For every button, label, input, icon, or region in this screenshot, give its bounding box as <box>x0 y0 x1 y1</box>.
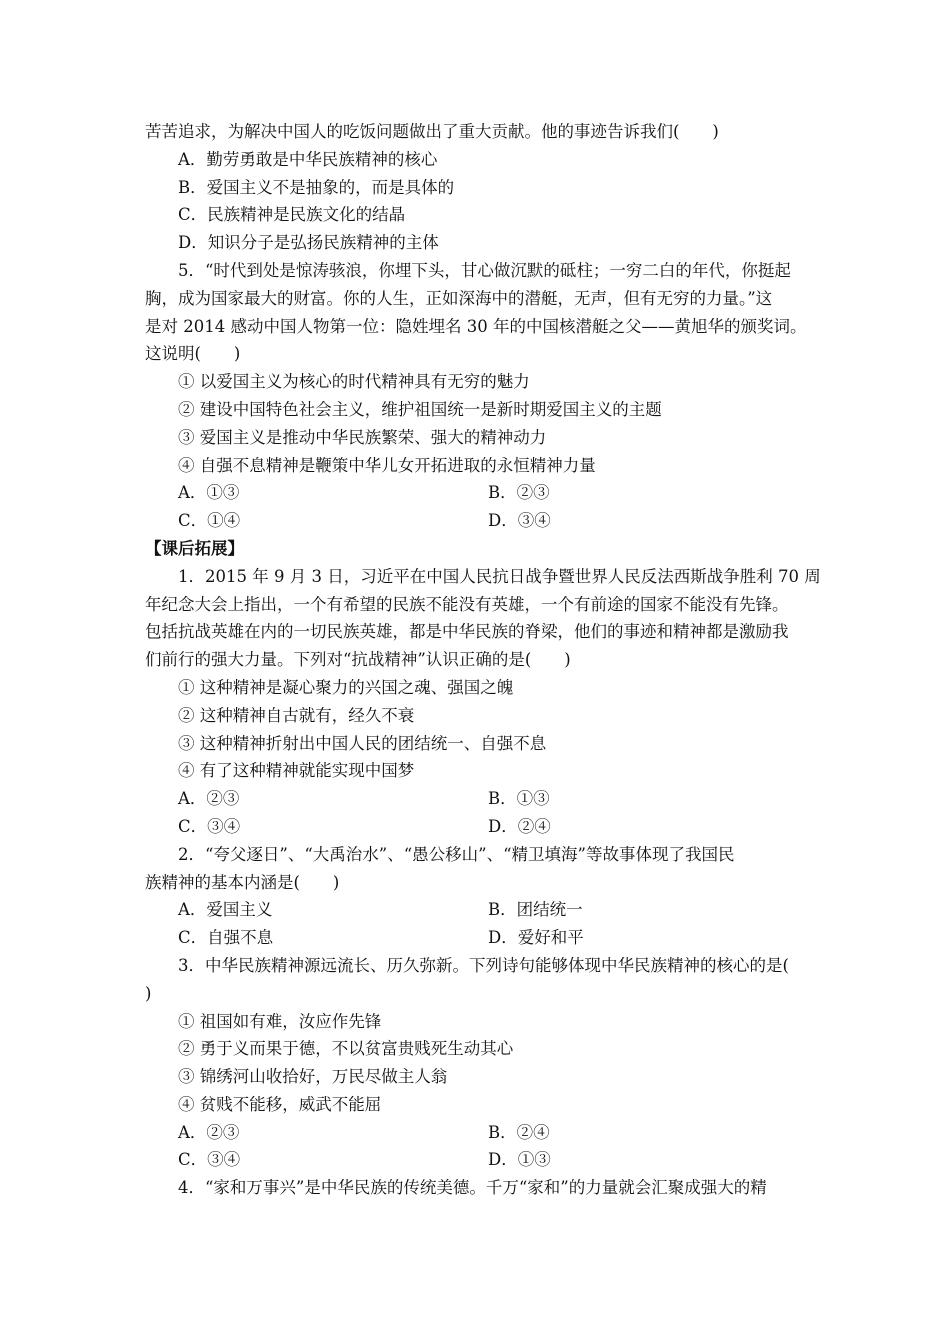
e1-item-2: ② 这种精神自古就有，经久不衰 <box>178 705 415 725</box>
section-heading: 【课后拓展】 <box>145 538 244 558</box>
e3-choice-c: C．③④ <box>178 1150 241 1170</box>
e3-item-1: ① 祖国如有难，汝应作先锋 <box>178 1011 382 1031</box>
e1-choice-b: B．①③ <box>488 789 550 809</box>
q5-choice-c: C．①④ <box>178 511 241 531</box>
q5-item-1: ① 以爱国主义为核心的时代精神具有无穷的魅力 <box>178 372 530 392</box>
e3-choice-a: A．②③ <box>178 1122 240 1142</box>
e1-item-4: ④ 有了这种精神就能实现中国梦 <box>178 761 415 781</box>
e2-choice-d: D．爱好和平 <box>488 928 584 948</box>
q5-choice-b: B．②③ <box>488 483 550 503</box>
e3-stem-line-2: ) <box>145 983 152 1003</box>
e1-stem-line-2: 年纪念大会上指出，一个有希望的民族不能没有英雄，一个有前途的国家不能没有先锋。 <box>145 594 789 614</box>
e2-choice-c: C．自强不息 <box>178 928 274 948</box>
e1-stem-line-1: 1．2015 年 9 月 3 日，习近平在中国人民抗日战争暨世界人民反法西斯战争胜利 70 周 <box>178 566 821 586</box>
q5-stem-line-4: 这说明( ) <box>145 344 241 364</box>
e1-choice-d: D．②④ <box>488 816 551 836</box>
e3-stem-line-1: 3．中华民族精神源远流长、历久弥新。下列诗句能够体现中华民族精神的核心的是( <box>178 955 789 975</box>
q5-choices-row-2 <box>145 507 813 535</box>
e3-choices-row-1 <box>145 1119 813 1147</box>
e1-item-3: ③ 这种精神折射出中国人民的团结统一、自强不息 <box>178 733 547 753</box>
e4-stem-line-1: 4．“家和万事兴”是中华民族的传统美德。千万“家和”的力量就会汇聚成强大的精 <box>178 1178 767 1198</box>
q5-choice-a: A．①③ <box>178 483 240 503</box>
q4-option-b: B．爱国主义不是抽象的，而是具体的 <box>178 177 455 197</box>
q5-item-2: ② 建设中国特色社会主义，维护祖国统一是新时期爱国主义的主题 <box>178 399 662 419</box>
e3-item-4: ④ 贫贱不能移，威武不能屈 <box>178 1094 382 1114</box>
q5-stem-line-1: 5．“时代到处是惊涛骇浪，你埋下头，甘心做沉默的砥柱；一穷二白的年代，你挺起 <box>178 260 791 280</box>
e3-item-2: ② 勇于义而果于德，不以贫富贵贱死生动其心 <box>178 1039 514 1059</box>
q5-choice-d: D．③④ <box>488 511 551 531</box>
e3-choice-d: D．①③ <box>488 1150 551 1170</box>
q5-item-3: ③ 爱国主义是推动中华民族繁荣、强大的精神动力 <box>178 427 547 447</box>
e1-stem-line-3: 包括抗战英雄在内的一切民族英雄，都是中华民族的脊梁，他们的事迹和精神都是激励我 <box>145 622 789 642</box>
e3-choice-b: B．②④ <box>488 1122 550 1142</box>
e2-stem-line-1: 2．“夸父逐日”、“大禹治水”、“愚公移山”、“精卫填海”等故事体现了我国民 <box>178 844 735 864</box>
q5-stem-line-3: 是对 2014 感动中国人物第一位：隐姓埋名 30 年的中国核潜艇之父——黄旭华的颁奖词。 <box>145 316 807 336</box>
e2-stem-line-2: 族精神的基本内涵是( ) <box>145 872 340 892</box>
e2-choice-b: B．团结统一 <box>488 900 583 920</box>
e2-choices-row-2 <box>145 924 813 952</box>
q4-stem-tail: 苦苦追求，为解决中国人的吃饭问题做出了重大贡献。他的事迹告诉我们( ) <box>145 122 719 141</box>
e1-item-1: ① 这种精神是凝心聚力的兴国之魂、强国之魄 <box>178 677 514 697</box>
e3-item-3: ③ 锦绣河山收拾好，万民尽做主人翁 <box>178 1067 448 1087</box>
e1-choices-row-2 <box>145 813 813 841</box>
q4-option-a: A．勤劳勇敢是中华民族精神的核心 <box>178 149 438 169</box>
e1-choice-a: A．②③ <box>178 789 240 809</box>
q5-stem-line-2: 胸，成为国家最大的财富。你的人生，正如深海中的潜艇，无声，但有无穷的力量。”这 <box>145 288 773 308</box>
document-page <box>145 118 821 1202</box>
e3-choices-row-2 <box>145 1146 813 1174</box>
q5-choices-row-1 <box>145 479 813 507</box>
q4-option-c: C．民族精神是民族文化的结晶 <box>178 205 406 225</box>
q5-item-4: ④ 自强不息精神是鞭策中华儿女开拓进取的永恒精神力量 <box>178 455 596 475</box>
e1-choice-c: C．③④ <box>178 816 241 836</box>
q4-option-d: D．知识分子是弘扬民族精神的主体 <box>178 233 439 253</box>
e2-choices-row-1 <box>145 896 813 924</box>
e2-choice-a: A．爱国主义 <box>178 900 273 920</box>
e1-choices-row-1 <box>145 785 813 813</box>
e1-stem-line-4: 们前行的强大力量。下列对“抗战精神”认识正确的是( ) <box>145 650 571 670</box>
